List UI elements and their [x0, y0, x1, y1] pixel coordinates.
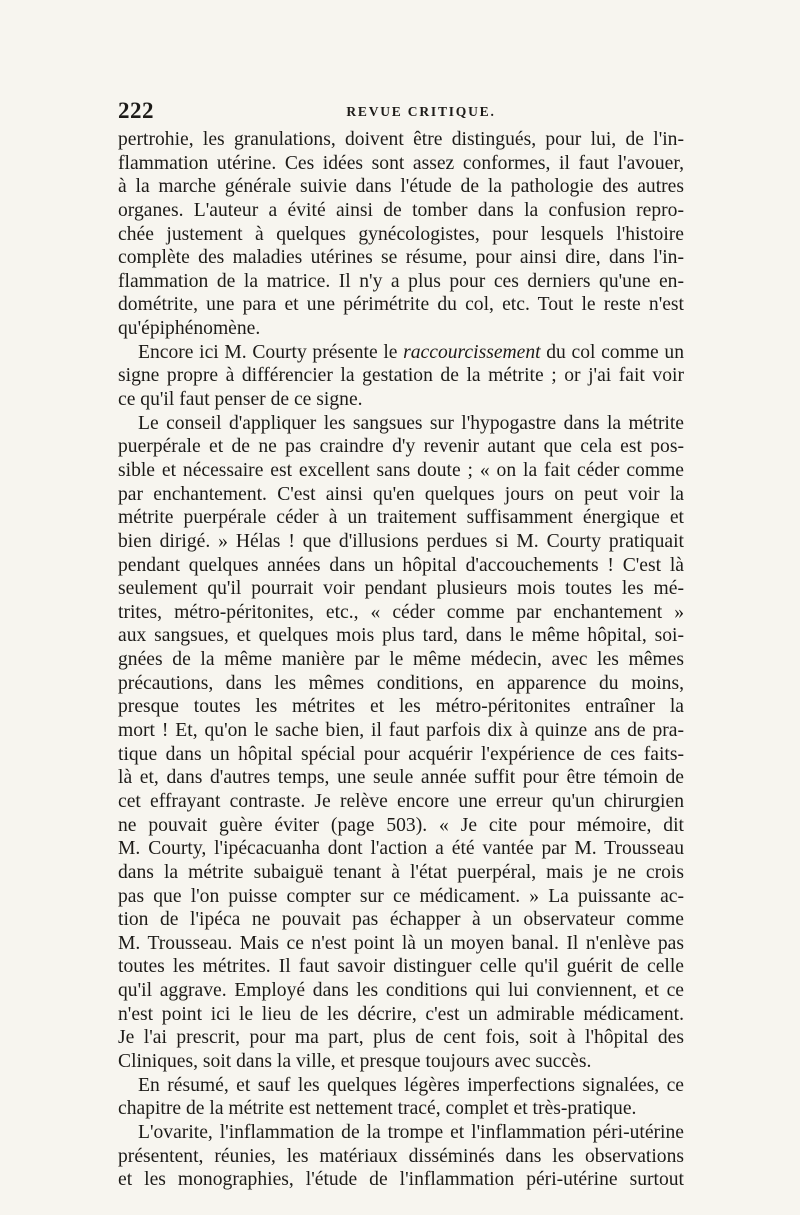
text-line: tion de l'ipéca ne pouvait pas échapper à un observateur comme [118, 909, 684, 931]
text-line: complète des maladies utérines se résume, pour ainsi dire, dans l'in- [118, 247, 684, 269]
text-line: à la marche générale suivie dans l'étude de la pathologie des autres [118, 176, 684, 198]
text-line: dans la métrite subaiguë tenant à l'état puerpéral, mais je ne crois [118, 861, 684, 883]
text-line: gnées de la même manière par le même médecin, avec les mêmes [118, 649, 684, 671]
text-line: Cliniques, soit dans la ville, et presque toujours avec succès. [118, 1050, 592, 1072]
text-line: là et, dans d'autres temps, une seule année suffit pour être témoin de [118, 767, 684, 789]
text-line: présentent, réunies, les matériaux disséminés dans les observations [118, 1145, 684, 1167]
text-line: métrite puerpérale céder à un traitement suffisamment énergique et [118, 507, 684, 529]
page-header [118, 98, 684, 128]
running-title: REVUE CRITIQUE. [346, 104, 496, 119]
text-line: Je l'ai prescrit, pour ma part, plus de cent fois, soit à l'hôpital des [118, 1027, 684, 1049]
text-line: En résumé, et sauf les quelques légères imperfections signalées, ce [138, 1074, 684, 1096]
text-line: chée justement à quelques gynécologistes, pour lesquels l'histoire [118, 223, 684, 245]
text-line: trites, métro-péritonites, etc., « céder comme par enchantement » [118, 601, 684, 623]
text-line: tique dans un hôpital spécial pour acquérir l'expérience de ces faits- [118, 743, 684, 765]
text-line: pendant quelques années dans un hôpital d'accouchements ! C'est là [118, 554, 684, 576]
text-line: et les monographies, l'étude de l'inflammation péri-utérine surtout [118, 1169, 684, 1191]
text-line: M. Courty, l'ipécacuanha dont l'action a été vantée par M. Trousseau [118, 838, 684, 860]
text-line: signe propre à différencier la gestation de la métrite ; or j'ai fait voir [118, 365, 684, 387]
text-line: par enchantement. C'est ainsi qu'en quelques jours on peut voir la [118, 483, 684, 505]
text-line: chapitre de la métrite est nettement tracé, complet et très-pratique. [118, 1098, 637, 1120]
text-line: toutes les métrites. Il faut savoir distinguer celle qu'il guérit de celle [118, 956, 684, 978]
text-line: ne pouvait guère éviter (page 503). « Je cite pour mémoire, dit [118, 814, 684, 836]
page-number: 222 [118, 98, 154, 123]
text-line: n'est point ici le lieu de les décrire, c'est un admirable médicament. [118, 1003, 684, 1025]
text-line: qu'épiphénomène. [118, 318, 261, 340]
text-line: bien dirigé. » Hélas ! que d'illusions perdues si M. Courty pratiquait [118, 530, 684, 552]
text-line: L'ovarite, l'inflammation de la trompe et l'inflammation péri-utérine [138, 1121, 684, 1143]
text-line [118, 341, 684, 365]
text-line: aux sangsues, et quelques mois plus tard, dans le même hôpital, soi- [118, 625, 684, 647]
body-text [118, 128, 684, 1192]
text-line: presque toutes les métrites et les métro-péritonites entraîner la [118, 696, 684, 718]
text-line: seulement qu'il pourrait voir pendant plusieurs mois toutes les mé- [118, 578, 684, 600]
text-line: M. Trousseau. Mais ce n'est point là un moyen banal. Il n'enlève pas [118, 932, 684, 954]
text-segment: du col comme un [540, 341, 684, 363]
text-line: pas que l'on puisse compter sur ce médicament. » La puissante ac- [118, 885, 684, 907]
text-line: Le conseil d'appliquer les sangsues sur l'hypogastre dans la métrite [138, 412, 684, 434]
text-line: organes. L'auteur a évité ainsi de tomber dans la confusion repro- [118, 199, 684, 221]
text-line: ce qu'il faut penser de ce signe. [118, 389, 363, 411]
text-line: dométrite, une para et une périmétrite du col, etc. Tout le reste n'est [118, 294, 684, 316]
text-line: mort ! Et, qu'on le sache bien, il faut parfois dix à quinze ans de pra- [118, 720, 684, 742]
text-line: sible et nécessaire est excellent sans doute ; « on la fait céder comme [118, 459, 684, 481]
text-line: pertrohie, les granulations, doivent être distingués, pour lui, de l'in- [118, 129, 684, 150]
text-segment: Encore ici M. Courty présente le [138, 341, 404, 363]
italic-term: raccourcissement [403, 341, 541, 363]
text-line: cet effrayant contraste. Je relève encore une erreur qu'un chirurgien [118, 790, 684, 812]
text-line: qu'il aggrave. Employé dans les conditions qui lui conviennent, et ce [118, 980, 684, 1002]
text-line: flammation de la matrice. Il n'y a plus pour ces derniers qu'une en- [118, 270, 684, 292]
text-line: précautions, dans les mêmes conditions, en apparence du moins, [118, 672, 684, 694]
text-line: puerpérale et de ne pas craindre d'y revenir autant que cela est pos- [118, 436, 684, 458]
text-line: flammation utérine. Ces idées sont assez conformes, il faut l'avouer, [118, 152, 684, 174]
